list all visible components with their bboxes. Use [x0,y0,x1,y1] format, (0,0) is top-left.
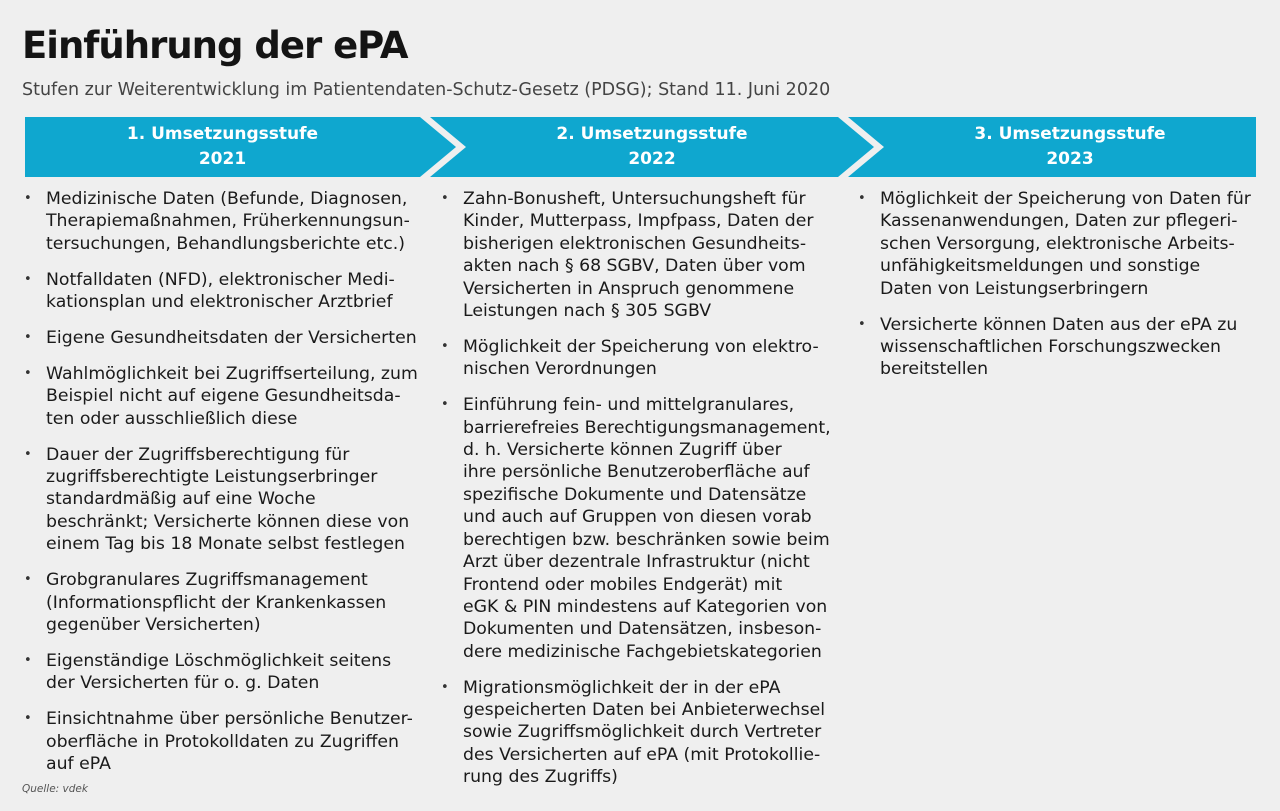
stage-title: 3. Umsetzungsstufe [974,124,1166,144]
stage-title: 2. Umsetzungsstufe [556,124,748,144]
list-item: • Möglichkeit der Speicherung von Daten für Kassenanwendungen, Daten zur pflegeri- schen Versorgung, elektronische Arbeits- unfähigkeitsmeldungen und sonstige Daten von Leistungserbringern [858,188,1258,300]
list-item: • Möglichkeit der Speicherung von elektro- nischen Verordnungen [441,336,841,381]
stage-header-2 [466,117,838,177]
list-item: • Versicherte können Daten aus der ePA zu wissenschaftlichen Forschungszwecken bereitstellen [858,314,1258,381]
stage-year: 2021 [198,149,247,169]
stage-header-1 [25,117,420,177]
stage-title: 1. Umsetzungsstufe [126,124,319,144]
list-item: • Grobgranulares Zugriffsmanagement (Informationspflicht der Krankenkassen gegenüber Versicherten) [24,569,434,636]
list-item: • Medizinische Daten (Befunde, Diagnosen, Therapiemaßnahmen, Früherkennungsun- tersuchungen, Behandlungsberichte etc.) [24,188,434,255]
list-item: • Einsichtnahme über persönliche Benutzer- oberfläche in Protokolldaten zu Zugriffen auf ePA [24,708,434,775]
stage-year: 2023 [1046,149,1094,169]
page-title: Einführung der ePA [22,24,408,67]
list-item: • Notfalldaten (NFD), elektronischer Medi- kationsplan und elektronischer Arztbrief [24,269,434,314]
source-note: Quelle: vdek [22,783,88,795]
page-subtitle: Stufen zur Weiterentwicklung im Patientendaten-Schutz-Gesetz (PDSG); Stand 11. Juni 2020 [22,80,831,100]
list-item: • Eigene Gesundheitsdaten der Versicherten [24,327,434,349]
stage-1-list [24,188,434,789]
list-item: • Dauer der Zugriffsberechtigung für zugriffsberechtigte Leistungserbringer standardmäßig auf eine Woche beschränkt; Versicherte können diese von einem Tag bis 18 Monate selbst festlegen [24,444,434,556]
list-item: • Zahn-Bonusheft, Untersuchungsheft für Kinder, Mutterpass, Impfpass, Daten der bisherigen elektronischen Gesundheits- akten nach § 68 SGBV, Daten über vom Versicherten in Anspruch genommene Leistungen nach § 305 SGBV [441,188,841,322]
stage-2-list [441,188,841,802]
stage-timeline [25,117,1256,177]
list-item: • Eigenständige Löschmöglichkeit seitens der Versicherten für o. g. Daten [24,650,434,695]
list-item: • Wahlmöglichkeit bei Zugriffserteilung, zum Beispiel nicht auf eigene Gesundheitsda- ten oder ausschließlich diese [24,363,434,430]
stage-year: 2022 [628,149,676,169]
list-item: • Einführung fein- und mittelgranulares, barrierefreies Berechtigungsmanagement, d. h. Versicherte können Zugriff über ihre persönliche Benutzeroberfläche auf spezifische Dokumente und Datensätze und auch auf Gruppen von diesen vorab berechtigen bzw. beschränken sowie beim Arzt über dezentrale Infrastruktur (nicht Frontend oder mobiles Endgerät) mit eGK & PIN mindestens auf Kategorien von Dokumenten und Datensätzen, insbeson- dere medizinische Fachgebietskategorien [441,394,841,663]
list-item: • Migrationsmöglichkeit der in der ePA gespeicherten Daten bei Anbieterwechsel sowie Zugriffsmöglichkeit durch Vertreter des Versicherten auf ePA (mit Protokollie- rung des Zugriffs) [441,677,841,789]
stage-3-list [858,188,1258,394]
stage-header-3 [884,117,1256,177]
